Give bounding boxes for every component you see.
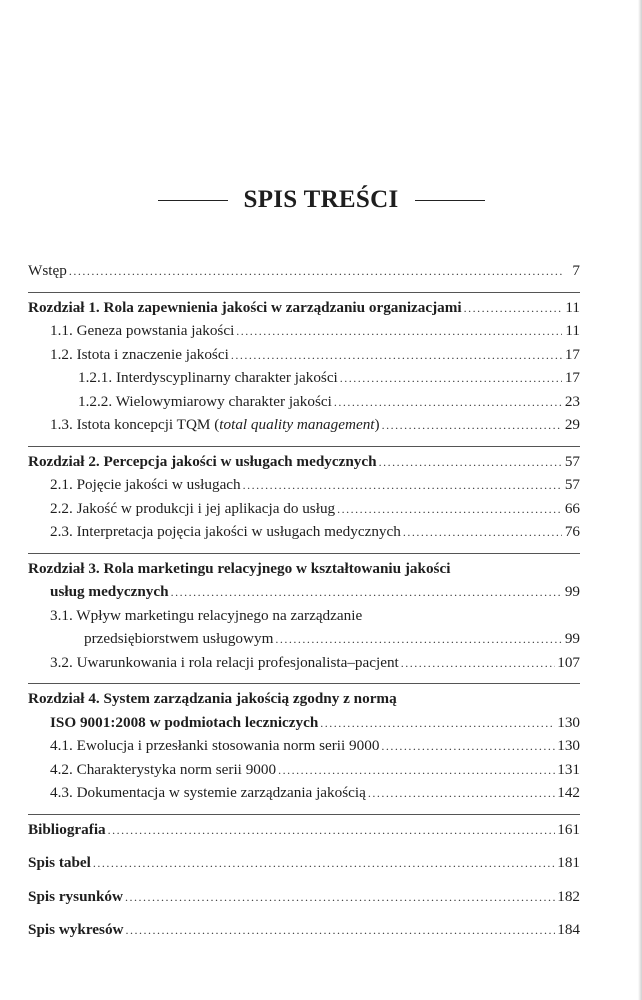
dot-leader [243, 478, 562, 493]
dot-leader [379, 455, 562, 470]
toc-list-of-tables[interactable] [28, 854, 580, 878]
toc-entry-label: 1.2. Istota i znaczenie jakości [50, 345, 229, 363]
toc-entry-label-end: ) [374, 416, 380, 433]
dot-leader [382, 418, 562, 433]
toc-chapter-3-line1[interactable]: Rozdział 3. Rola marketingu relacyjnego w kształtowaniu jakości [28, 559, 451, 577]
toc-chapter-4[interactable] [28, 714, 580, 738]
toc-entry-label: usług medycznych [50, 583, 169, 600]
title-rule-right [415, 200, 485, 201]
toc-section-4-3[interactable] [28, 784, 580, 808]
toc-section-1-2-1[interactable] [28, 369, 580, 393]
dot-leader [69, 264, 562, 279]
dot-leader [337, 502, 562, 517]
dot-leader [320, 716, 555, 731]
toc-page-number: 99 [564, 630, 580, 647]
dot-leader [403, 525, 562, 540]
table-of-contents [28, 262, 580, 945]
dot-leader [368, 786, 555, 801]
toc-entry-label: ISO 9001:2008 w podmiotach leczniczych [50, 713, 319, 731]
toc-page-number: 23 [564, 392, 580, 410]
toc-entry-label: Spis wykresów [28, 921, 124, 938]
toc-entry-label: Rozdział 2. Percepcja jakości w usługach medycznych [28, 452, 377, 470]
toc-entry-label-start: 1.3. Istota koncepcji TQM ( [50, 416, 220, 433]
toc-chapter-2[interactable] [28, 453, 580, 477]
toc-page-number: 142 [557, 784, 580, 801]
dot-leader [275, 632, 562, 647]
toc-section-3-1[interactable] [28, 630, 580, 654]
dot-leader [278, 763, 555, 778]
toc-page-number: 182 [557, 887, 580, 905]
section-divider [28, 553, 580, 554]
toc-section-4-1[interactable] [28, 737, 580, 761]
toc-page-number: 11 [565, 322, 580, 339]
toc-page-number: 57 [564, 476, 580, 493]
toc-entry-label: Spis rysunków [28, 887, 123, 905]
dot-leader [125, 890, 555, 905]
toc-page-number: 17 [564, 345, 580, 363]
toc-page-number: 76 [564, 523, 580, 540]
toc-entry-label: 4.3. Dokumentacja w systemie zarządzania jakością [50, 784, 366, 801]
toc-page-number: 181 [557, 854, 580, 871]
spacer [28, 844, 580, 854]
spacer [28, 878, 580, 888]
toc-entry-label: 3.2. Uwarunkowania i rola relacji profesjonalista–pacjent [50, 653, 399, 671]
dot-leader [334, 395, 562, 410]
toc-page-number: 11 [565, 298, 580, 316]
toc-list-of-charts[interactable] [28, 921, 580, 945]
toc-section-3-2[interactable] [28, 654, 580, 678]
toc-page-number: 161 [557, 820, 580, 838]
page-title: SPIS TREŚCI [243, 186, 399, 213]
dot-leader [231, 348, 562, 363]
toc-section-3-1-line1[interactable]: 3.1. Wpływ marketingu relacyjnego na zarządzanie [50, 606, 363, 624]
toc-entry-label: Spis tabel [28, 854, 91, 871]
dot-leader [464, 301, 562, 316]
toc-chapter-4-line1[interactable]: Rozdział 4. System zarządzania jakością zgodny z normą [28, 690, 397, 707]
toc-page-number: 99 [564, 583, 580, 600]
toc-page-number: 7 [572, 262, 580, 279]
toc-entry-label: 2.2. Jakość w produkcji i jej aplikacja do usług [50, 499, 336, 517]
toc-section-2-3[interactable] [28, 523, 580, 547]
toc-entry-label: Rozdział 1. Rola zapewnienia jakości w zarządzaniu organizacjami [28, 298, 462, 316]
dot-leader [171, 585, 562, 600]
dot-leader [126, 923, 556, 938]
toc-chapter-1[interactable] [28, 299, 580, 323]
dot-leader [340, 371, 562, 386]
toc-entry-label: 1.1. Geneza powstania jakości [50, 322, 235, 339]
toc-section-2-1[interactable] [28, 476, 580, 500]
toc-entry-label: Bibliografia [28, 820, 106, 838]
toc-page-number: 66 [564, 499, 580, 517]
toc-entry-label: przedsiębiorstwem usługowym [84, 630, 274, 647]
toc-section-1-2-2[interactable] [28, 393, 580, 417]
toc-entry-wstep[interactable] [28, 262, 580, 286]
toc-section-1-1[interactable] [28, 322, 580, 346]
dot-leader [381, 739, 555, 754]
toc-list-of-figures[interactable] [28, 888, 580, 912]
toc-entry-label [50, 416, 380, 434]
title-rule-left [158, 200, 228, 201]
toc-entry-label: 4.2. Charakterystyka norm serii 9000 [50, 760, 277, 778]
toc-section-2-2[interactable] [28, 500, 580, 524]
spacer [28, 911, 580, 921]
toc-page-number: 130 [557, 737, 580, 754]
toc-section-1-2[interactable] [28, 346, 580, 370]
dot-leader [236, 324, 562, 339]
toc-page-number: 107 [557, 653, 580, 671]
toc-page-number: 17 [564, 369, 580, 386]
toc-chapter-3[interactable] [28, 583, 580, 607]
toc-page-number: 184 [557, 921, 580, 938]
toc-section-4-2[interactable] [28, 761, 580, 785]
toc-page-number: 131 [557, 760, 580, 778]
dot-leader [401, 656, 555, 671]
toc-section-1-3[interactable] [28, 416, 580, 440]
toc-entry-label: 2.3. Interpretacja pojęcia jakości w usługach medycznych [50, 523, 401, 540]
page-edge [638, 0, 642, 1000]
toc-entry-label: 2.1. Pojęcie jakości w usługach [50, 476, 241, 493]
toc-entry-label: 1.2.1. Interdyscyplinarny charakter jakości [78, 369, 338, 386]
toc-entry-label: 4.1. Ewolucja i przesłanki stosowania norm serii 9000 [50, 737, 380, 754]
section-divider [28, 446, 580, 447]
section-divider [28, 683, 580, 684]
toc-page-number: 130 [557, 713, 580, 731]
section-divider [28, 292, 580, 293]
title-row [0, 180, 642, 220]
section-divider [28, 814, 580, 815]
dot-leader [108, 823, 556, 838]
toc-entry-label: 1.2.2. Wielowymiarowy charakter jakości [78, 392, 332, 410]
toc-entry-label: Wstęp [28, 262, 67, 279]
toc-page-number: 29 [564, 416, 580, 433]
toc-entry-label-italic: total quality management [219, 416, 375, 433]
toc-page-number: 57 [564, 452, 580, 470]
toc-bibliography[interactable] [28, 821, 580, 845]
dot-leader [93, 856, 555, 871]
